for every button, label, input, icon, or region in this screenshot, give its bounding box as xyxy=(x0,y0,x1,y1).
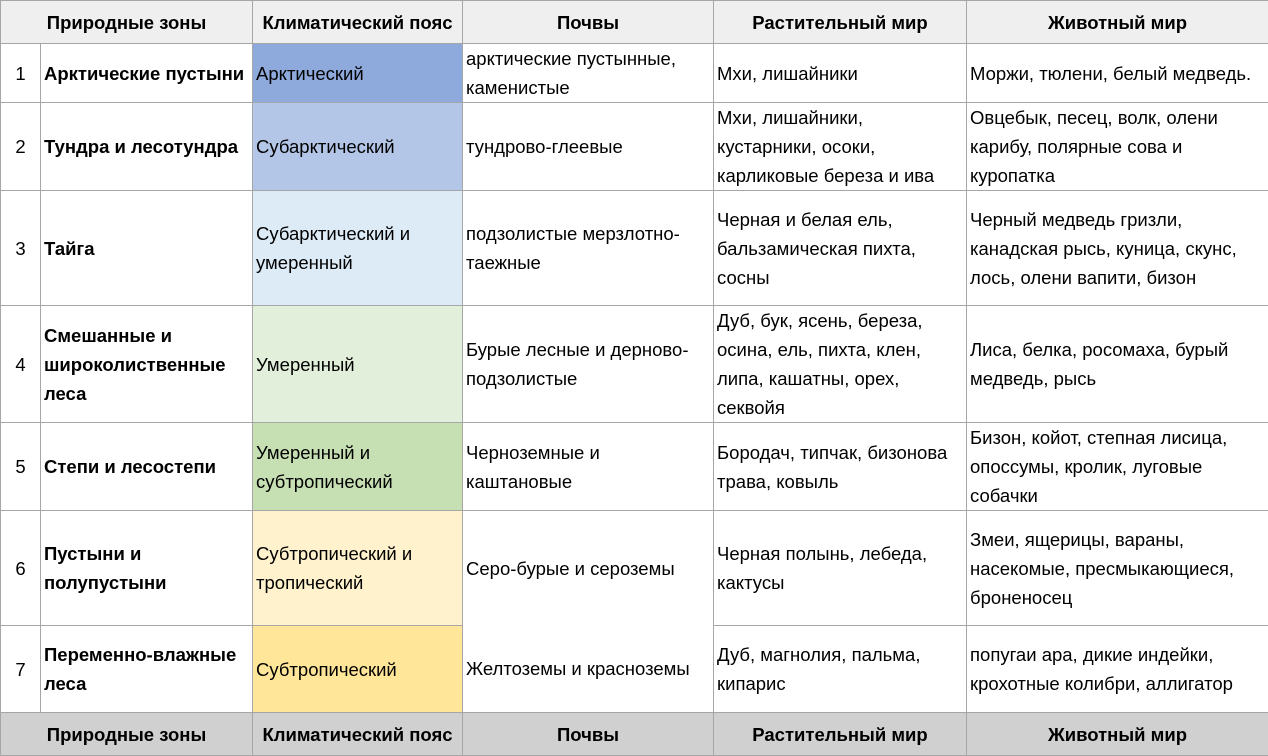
soils: Желтоземы и красноземы xyxy=(463,626,714,713)
table-row-6 xyxy=(1,511,1268,626)
soils: Черноземные и каштановые xyxy=(463,423,714,511)
footer-climate: Климатический пояс xyxy=(253,713,463,756)
footer-fauna: Животный мир xyxy=(967,713,1268,756)
row-number: 5 xyxy=(1,423,41,511)
flora: Черная полынь, лебеда, кактусы xyxy=(714,511,967,626)
fauna: Лиса, белка, росомаха, бурый медведь, рысь xyxy=(967,306,1268,423)
footer-zones: Природные зоны xyxy=(1,713,253,756)
header-flora: Растительный мир xyxy=(714,1,967,44)
table-row-1 xyxy=(1,44,1268,103)
table-row-7 xyxy=(1,626,1268,713)
soils: Серо-бурые и сероземы xyxy=(463,511,714,626)
zone-name: Смешанные и широколиственные леса xyxy=(41,306,253,423)
zone-name: Степи и лесостепи xyxy=(41,423,253,511)
zone-name: Пустыни и полупустыни xyxy=(41,511,253,626)
fauna: Черный медведь гризли, канадская рысь, куница, скунс, лось, олени вапити, бизон xyxy=(967,191,1268,306)
flora: Дуб, бук, ясень, береза, осина, ель, пихта, клен, липа, кашатны, орех, секвойя xyxy=(714,306,967,423)
table-row-2 xyxy=(1,103,1268,191)
soils: подзолистые мерзлотно-таежные xyxy=(463,191,714,306)
row-number: 2 xyxy=(1,103,41,191)
climate-belt: Субтропический xyxy=(253,626,463,713)
row-number: 3 xyxy=(1,191,41,306)
row-number: 4 xyxy=(1,306,41,423)
fauna: Моржи, тюлени, белый медведь. xyxy=(967,44,1268,103)
flora: Черная и белая ель, бальзамическая пихта, сосны xyxy=(714,191,967,306)
climate-belt: Арктический xyxy=(253,44,463,103)
zone-name: Переменно-влажные леса xyxy=(41,626,253,713)
flora: Мхи, лишайники, кустарники, осоки, карликовые береза и ива xyxy=(714,103,967,191)
row-number: 1 xyxy=(1,44,41,103)
header-zones: Природные зоны xyxy=(1,1,253,44)
table-row-5 xyxy=(1,423,1268,511)
flora: Бородач, типчак, бизонова трава, ковыль xyxy=(714,423,967,511)
zone-name: Тундра и лесотундра xyxy=(41,103,253,191)
header-climate: Климатический пояс xyxy=(253,1,463,44)
row-number: 6 xyxy=(1,511,41,626)
header-row xyxy=(1,1,1268,44)
soils: тундрово-глеевые xyxy=(463,103,714,191)
table-row-4 xyxy=(1,306,1268,423)
climate-belt: Субарктический xyxy=(253,103,463,191)
climate-belt: Умеренный и субтропический xyxy=(253,423,463,511)
zone-name: Арктические пустыни xyxy=(41,44,253,103)
climate-belt: Субарктический и умеренный xyxy=(253,191,463,306)
climate-belt: Умеренный xyxy=(253,306,463,423)
fauna: Овцебык, песец, волк, олени карибу, полярные сова и куропатка xyxy=(967,103,1268,191)
soils: арктические пустынные, каменистые xyxy=(463,44,714,103)
fauna: Змеи, ящерицы, вараны, насекомые, пресмыкающиеся, броненосец xyxy=(967,511,1268,626)
soils: Бурые лесные и дерново-подзолистые xyxy=(463,306,714,423)
zone-name: Тайга xyxy=(41,191,253,306)
climate-belt: Субтропический и тропический xyxy=(253,511,463,626)
header-soils: Почвы xyxy=(463,1,714,44)
row-number: 7 xyxy=(1,626,41,713)
header-fauna: Животный мир xyxy=(967,1,1268,44)
table-row-3 xyxy=(1,191,1268,306)
footer-flora: Растительный мир xyxy=(714,713,967,756)
footer-row xyxy=(1,713,1268,756)
fauna: попугаи ара, дикие индейки, крохотные колибри, аллигатор xyxy=(967,626,1268,713)
flora: Мхи, лишайники xyxy=(714,44,967,103)
flora: Дуб, магнолия, пальма, кипарис xyxy=(714,626,967,713)
fauna: Бизон, койот, степная лисица, опоссумы, кролик, луговые собачки xyxy=(967,423,1268,511)
footer-soils: Почвы xyxy=(463,713,714,756)
